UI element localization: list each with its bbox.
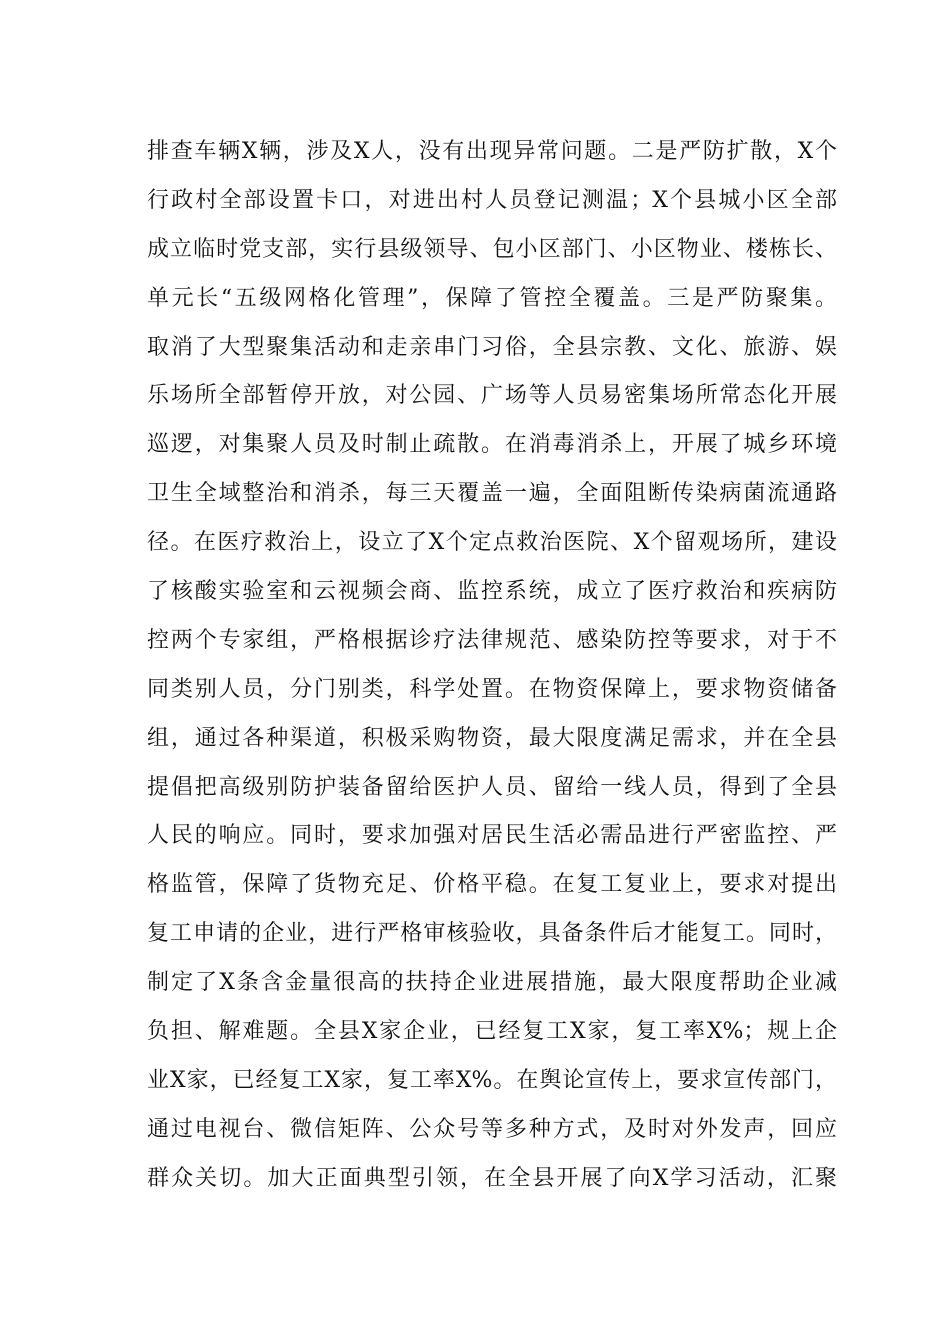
text-line: 了核酸实验室和云视频会商、监控系统，成立了医疗救治和疾病防 (147, 579, 837, 605)
text-line: 取消了大型聚集活动和走亲串门习俗，全县宗教、文化、旅游、娱 (147, 334, 837, 360)
text-line: 群众关切。加大正面典型引领，在全县开展了向X学习活动，汇聚 (147, 1165, 837, 1191)
text-line: 通过电视台、微信矩阵、公众号等多种方式，及时对外发声，回应 (147, 1116, 837, 1142)
body-text (147, 128, 837, 1204)
text-line: 成立临时党支部，实行县级领导、包小区部门、小区物业、楼栋长、 (147, 236, 837, 262)
text-line: 格监管，保障了货物充足、价格平稳。在复工复业上，要求对提出 (147, 872, 837, 898)
text-line: 巡逻，对集聚人员及时制止疏散。在消毒消杀上，开展了城乡环境 (147, 432, 837, 458)
text-line: 单元长“五级网格化管理”，保障了管控全覆盖。三是严防聚集。 (147, 285, 837, 311)
text-line: 同类别人员，分门别类，科学处置。在物资保障上，要求物资储备 (147, 676, 837, 702)
text-line: 卫生全域整治和消杀，每三天覆盖一遍，全面阻断传染病菌流通路 (147, 481, 837, 507)
text-line: 控两个专家组，严格根据诊疗法律规范、感染防控等要求，对于不 (147, 627, 837, 653)
text-line: 制定了X条含金量很高的扶持企业进展措施，最大限度帮助企业减 (147, 970, 837, 996)
text-line: 复工申请的企业，进行严格审核验收，具备条件后才能复工。同时， (147, 921, 837, 947)
text-line: 乐场所全部暂停开放，对公园、广场等人员易密集场所常态化开展 (147, 383, 837, 409)
text-line: 人民的响应。同时，要求加强对居民生活必需品进行严密监控、严 (147, 823, 837, 849)
text-line: 负担、解难题。全县X家企业，已经复工X家，复工率X%；规上企 (147, 1019, 837, 1045)
text-line: 组，通过各种渠道，积极采购物资，最大限度满足需求，并在全县 (147, 725, 837, 751)
text-line: 提倡把高级别防护装备留给医护人员、留给一线人员，得到了全县 (147, 774, 837, 800)
text-line: 行政村全部设置卡口，对进出村人员登记测温；X个县城小区全部 (147, 187, 837, 213)
text-line: 径。在医疗救治上，设立了X个定点救治医院、X个留观场所，建设 (147, 530, 837, 556)
text-line: 业X家，已经复工X家，复工率X%。在舆论宣传上，要求宣传部门， (147, 1067, 837, 1093)
text-line: 排查车辆X辆，涉及X人，没有出现异常问题。二是严防扩散，X个 (147, 139, 837, 164)
